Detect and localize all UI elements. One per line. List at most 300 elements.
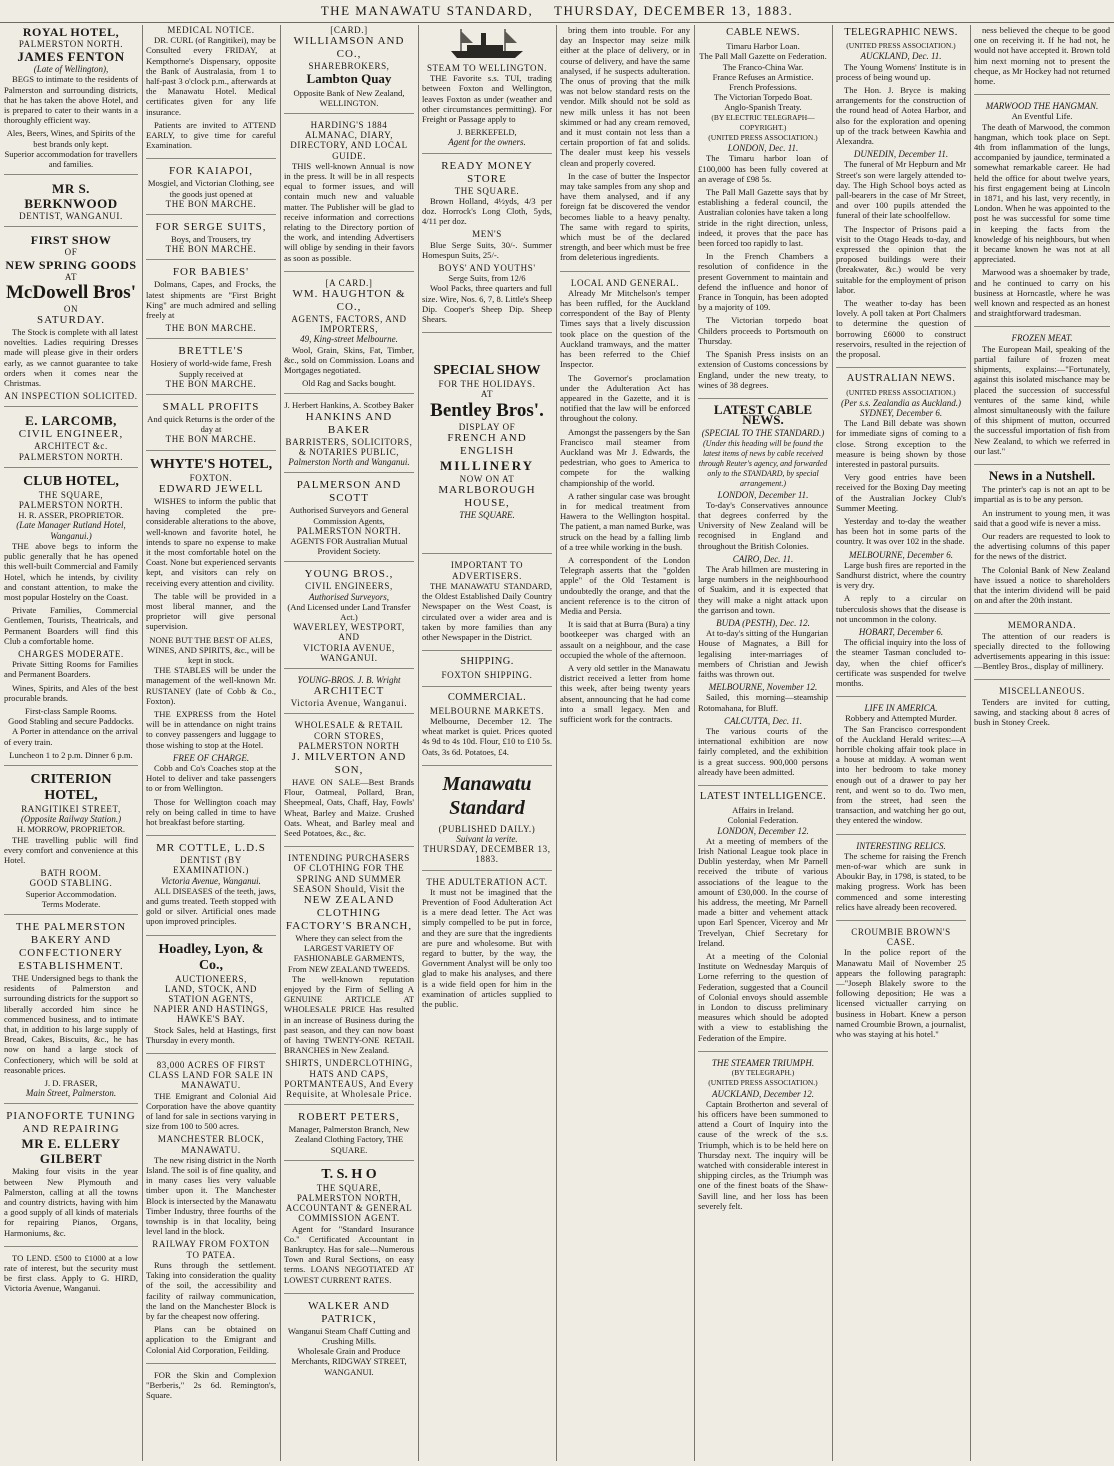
- section-steamer-triumph: [698, 1058, 828, 1219]
- section-credit: (UNITED PRESS ASSOCIATION.): [708, 1078, 818, 1088]
- ad-ready-money: [422, 160, 552, 334]
- ad-body: Private Sitting Rooms for Families and Permanent Boarders.: [4, 659, 138, 680]
- section-subtitle: MELBOURNE MARKETS.: [429, 705, 545, 716]
- column-2: [142, 25, 280, 1461]
- section-title: LIFE IN AMERICA.: [864, 703, 938, 714]
- ad-body: THIS well-known Annual is now in the press. It will be in all respects equal to former issues, and will contain much new and valuable matter. The Publisher will be glad to receive information and corrections relating to the Directory portion of the work, and intending Advertisers will oblige by sending in their favors as soon as possible.: [284, 160, 414, 263]
- ad-text: ON: [63, 303, 79, 314]
- section-title: MISCELLANEOUS.: [999, 686, 1085, 697]
- section-title: CROUMBIE BROWN'S CASE.: [851, 927, 951, 948]
- masthead-date: THURSDAY, DECEMBER 13, 1883.: [554, 3, 794, 18]
- section-body: The Colonial Bank of New Zealand have issued a notice to shareholders that the interim dividend will be paid on and after the 20th instant.: [974, 564, 1110, 606]
- section-credit: (BY TELEGRAPH.): [731, 1068, 795, 1078]
- section-body: The attention of our readers is specially directed to the following advertisements appearing in this issue:—Bentley Bros., display of millinery.: [974, 630, 1110, 672]
- section-title: AUSTRALIAN NEWS.: [846, 373, 956, 385]
- section-title: LATEST CABLE NEWS.: [713, 401, 813, 428]
- ad-subtitle: LAND, STOCK, AND STATION AGENTS,: [165, 983, 257, 1005]
- section-body: At a meeting of members of the Irish National League took place in Dublin yesterday, when Mr Parnell received the tribute of various associations of the league to the amount of £30,000. In the course of his address, the meeting, Mr Parnell made a bitter and vehement attack upon Earl Spencer, Viceroy and Mr Trevelyan, Chief Secretary for Ireland.: [698, 835, 828, 948]
- flag-date: THURSDAY, DECEMBER 13, 1883.: [423, 844, 551, 865]
- ad-text: Luncheon 1 to 2 p.m. Dinner 6 p.m.: [9, 749, 133, 760]
- ad-title: YOUNG-BROS. J. B. Wright: [297, 674, 401, 685]
- ad-text: (And Licensed under Land Transfer Act.): [287, 601, 411, 622]
- ad-subtitle: FOXTON.: [189, 472, 233, 483]
- masthead-title: THE MANAWATU STANDARD,: [320, 3, 534, 18]
- dateline: CAIRO, Dec. 11.: [732, 553, 794, 564]
- ad-body: Hosiery of world-wide fame, Fresh Supply received at: [150, 358, 272, 379]
- section-australian: [836, 374, 966, 697]
- ad-name: EDWARD JEWELL: [158, 482, 264, 495]
- section-title: SHIPPING.: [460, 656, 514, 668]
- ad-almanac: [284, 120, 414, 272]
- flag-subtitle: (PUBLISHED DAILY.): [438, 823, 536, 834]
- ad-text: First-class Sample Rooms.: [25, 705, 117, 716]
- column-3: [280, 25, 418, 1461]
- ad-subtitle: SHAREBROKERS,: [308, 61, 390, 72]
- section-body: The Spanish Press insists on an extension of Customs concessions by England, under the new treaty, to wines of 38 degrees.: [698, 349, 828, 390]
- flag-motto: Suivant la verite.: [456, 833, 518, 844]
- section-subtitle: Affairs in Ireland.: [732, 805, 794, 816]
- ad-text: Serge Suits, from 12/6: [448, 273, 526, 284]
- ad-note: Agent for the owners.: [448, 137, 526, 148]
- dateline: BUDA (PESTH), Dec. 12.: [716, 617, 810, 628]
- ad-body: The table will be provided in a most liberal manner, and the proprietor will give personal supervision.: [146, 590, 276, 632]
- section-title: COMMERCIAL.: [447, 691, 527, 703]
- ad-body: Cobb and Co's Coaches stop at the Hotel to deliver and take passengers to or from Wellington.: [146, 762, 276, 794]
- section-body: The scheme for raising the French men-of-war which are sunk in Aboukir Bay, in 1798, is stated, to be making progress. Work has been commenced and some interesting relics have already been recovered.: [836, 850, 966, 912]
- section-body: The funeral of Mr Hepburn and Mr Street's son were largely attended to-day. The High School boys acted as pall-bearers in the case of Mr Street, and over 100 pupils attended the funeral of their late schoolfellow.: [836, 159, 966, 221]
- ad-subtitle: NAPIER AND HASTINGS,: [153, 1004, 269, 1015]
- ad-subtitle: BARRISTERS, SOLICITORS, & NOTARIES PUBLIC,: [285, 436, 413, 457]
- ad-body: THE Emigrant and Colonial Aid Corporation have the above quantity of land for sale in sections varying in size from 100 to 500 acres.: [146, 1090, 276, 1132]
- ad-title: T. S. H O: [321, 1166, 377, 1182]
- section-body: An instrument to young men, it was said that a good wife is never a miss.: [974, 507, 1110, 528]
- section-subtitle: An Eventful Life.: [1011, 111, 1073, 122]
- ad-text: CHARGES MODERATE.: [18, 648, 124, 659]
- section-subtitle: (SPECIAL TO THE STANDARD.): [701, 428, 825, 439]
- ad-subtitle: FOR THE HOLIDAYS.: [438, 379, 536, 390]
- ad-body: Dolmans, Capes, and Frocks, the latest shipments are "First Bright King" are much admired and selling freely at: [146, 279, 276, 321]
- section-credit: (UNITED PRESS ASSOCIATION.): [708, 133, 818, 143]
- article-croumbie-cont: [974, 25, 1110, 95]
- ad-haughton: [284, 278, 414, 395]
- section-body: The various courts of the international exhibition are now fairly completed, and the exhibition is a great success. 900,000 persons already have been admitted.: [698, 726, 828, 777]
- ad-body: Making four visits in the year between New Plymouth and Palmerston, calling at all the towns and country districts, having with him a good supply of all kinds of materials for repairing Pianos, Organs, Harmoniums, &c.: [4, 1166, 138, 1238]
- section-note: (Under this heading will be found the latest items of news by cable received through Reuter's agency, and forwarded only to the STANDARD, by special arrangement.): [698, 438, 828, 489]
- ad-subtitle: ARCHITECT &c.: [34, 441, 108, 452]
- ad-note: (Late of Wellington),: [33, 64, 109, 75]
- ad-title: FOR SERGE SUITS,: [155, 221, 267, 234]
- ad-text: Superior Accommodation.: [25, 888, 117, 899]
- section-nutshell: [974, 467, 1110, 614]
- ad-text: DISPLAY OF: [458, 421, 516, 432]
- section-subtitle: Robbery and Attempted Murder.: [845, 713, 957, 724]
- ad-young-bros: [284, 568, 414, 669]
- ad-wright: [284, 675, 414, 714]
- ad-title: MR COTTLE, L.D.S: [156, 842, 266, 855]
- ad-text: GOOD STABLING.: [29, 878, 113, 889]
- ad-text: AT: [480, 389, 494, 400]
- section-body: It is said that at Burra (Bura) a tiny bootkeeper was charged with an assault on a neighbour, and the case occupied the whole of the afternoon.: [560, 619, 690, 660]
- ad-text: Terms Moderate.: [41, 898, 101, 909]
- cable-heading: France Refuses an Armistice.: [712, 71, 814, 82]
- ad-name: JAMES FENTON: [17, 49, 125, 65]
- ad-subtitle: CIVIL ENGINEER,: [18, 428, 124, 441]
- ad-body: WISHES to inform the public that having completed the pre-considerable alterations to the above, well-known and favorite hotel, he intends to spare no expense to make it the most comfortable hotel on the Coast. None but experienced servants kept, and visitors can rely on receiving every attention and civility.: [146, 495, 276, 588]
- section-body: A very old settler in the Manawatu district received a letter from home this week, after being twenty years absent, announcing that he had come into a small legacy. Men and sufficient work for the contracts.: [560, 662, 690, 724]
- ad-hankins: [284, 400, 414, 473]
- ad-title: WALKER AND PATRICK,: [308, 1299, 390, 1325]
- ad-text: BATH ROOM.: [40, 868, 102, 879]
- ad-subtitle: HAWKE'S BAY.: [176, 1014, 246, 1025]
- ad-title: NEW SPRING GOODS: [5, 257, 137, 272]
- ad-signature: J. BERKEFELD,: [457, 127, 517, 138]
- section-local-general: [560, 278, 690, 733]
- section-credit: (Per s.s. Zealandia as Auckland.): [840, 397, 962, 408]
- ad-tsho: [284, 1167, 414, 1294]
- section-body: In the French Chambers a resolution of confidence in the present Government to maintain and defend the influence and honor of France in Tonquin, has been adopted by a majority of 109.: [698, 251, 828, 313]
- ad-note: (Late Manager Rutland Hotel, Wanganui.): [16, 520, 126, 541]
- ad-title: STEAM TO WELLINGTON.: [426, 63, 548, 73]
- ad-palmerson-scott: [284, 479, 414, 562]
- section-body: Very good entries have been received for the Boxing Day meeting of the Australian Jockey Club's Summer Meeting.: [836, 472, 966, 513]
- ad-subtitle: MARLBOROUGH HOUSE,: [438, 484, 536, 510]
- ad-mcdowell-show: [4, 233, 138, 407]
- ad-text: [CARD.]: [330, 25, 368, 35]
- dateline: AUCKLAND, Dec. 11.: [860, 51, 942, 62]
- section-body: In the police report of the Manawatu Mail of November 25 appears the following paragraph:—"Joseph Blakely swore to the following deposition; He was a licensed victualler carrying on business in Hobart. Knew a person named Croumbie Brown, a journalist, who was staying at his hotel.": [836, 947, 966, 1040]
- ad-title: HARDING'S 1884 ALMANAC, DIARY, DIRECTORY, AND LOCAL GUIDE.: [290, 120, 408, 161]
- ad-body: NONE BUT THE BEST OF ALES, WINES, AND SPIRITS, &c., will be kept in stock.: [147, 634, 275, 665]
- section-body: At to-day's sitting of the Hungarian House of Magnates, a Bill for legalising inter-marriages of members of Christian and Jewish faiths was thrown out.: [698, 628, 828, 679]
- section-title: MEMORANDA.: [1007, 620, 1077, 631]
- section-relics: [836, 841, 966, 921]
- ad-note: Palmerston North and Wanganui.: [288, 457, 410, 468]
- section-croumbie: [836, 927, 966, 1047]
- column-8: [970, 25, 1114, 1461]
- section-body: Captain Brotherton and several of his officers have been summoned to attend a Court of Inquiry into the cause of the wreck of the s.s. Triumph, which is to be held here on Thursday next. The inquiry will be watched with considerable interest in shipping circles, as the Triumph was one of the finest boats of the Shaw-Savill line, and her loss has been severely felt.: [698, 1098, 828, 1211]
- ad-subtitle: VICTORIA AVENUE, WANGANUI.: [303, 642, 395, 663]
- section-frozen-meat: [974, 333, 1110, 464]
- ad-club-hotel: [4, 474, 138, 766]
- ad-title: MEDICAL NOTICE.: [167, 25, 255, 35]
- ad-subtitle: DENTIST (BY EXAMINATION.): [172, 855, 250, 876]
- section-body: The Pall Mall Gazette says that by establishing a federal council, the Australian colonies have taken a long stride in the right direction, unless, indeed, it proves that the pace has been forced too rapidly to last.: [698, 187, 828, 249]
- ad-subtitle: AUCTIONEERS,: [175, 973, 247, 984]
- section-body: A rather singular case was brought in for medical treatment from Hawera to the Wellington hospital. The patient, a man named Burke, was struck on the head by a falling limb of a tree while working in the bush.: [560, 490, 690, 552]
- ad-bakery: [4, 921, 138, 1104]
- ad-title: SPECIAL SHOW: [433, 363, 541, 379]
- section-body: The Timaru harbor loan of £100,000 has been fully covered at an average of £98 5s.: [698, 153, 828, 184]
- ad-text: H. R. ASSER, PROPRIETOR.: [18, 510, 124, 521]
- section-telegraphic: [836, 28, 966, 368]
- ad-name: ROBERT PETERS,: [298, 1111, 400, 1124]
- section-title: News in a Nutshell.: [988, 467, 1096, 483]
- dateline: LONDON, December 12.: [717, 825, 809, 836]
- ad-subtitle: ACCOUNTANT & GENERAL COMMISSION AGENT.: [285, 1203, 413, 1224]
- ad-milverton: [284, 720, 414, 847]
- ad-body: Patients are invited to ATTEND EARLY, to give time for careful Examination.: [146, 119, 276, 151]
- article-body: ness believed the cheque to be good one on receiving it. If he had not, he would not have accepted it. Brown told him next morning not to present the cheque, as Mr Hockey had not returned home.: [974, 25, 1110, 87]
- ad-title: PIANOFORTE TUNING AND REPAIRING: [6, 1110, 136, 1136]
- ad-text: THE BON MARCHE.: [165, 198, 257, 209]
- ad-subtitle: MEN'S: [472, 229, 502, 240]
- section-title: CABLE NEWS.: [726, 27, 800, 38]
- ad-subtitle: ARCHITECT: [313, 685, 385, 698]
- ad-body: TO LEND. £500 to £1000 at a low rate of interest, but the security must be first class. Apply to G. HIRD, Victoria Avenue, Wanganui.: [4, 1252, 138, 1294]
- ad-title: BRETTLE'S: [178, 345, 244, 358]
- ad-subtitle: PALMERSTON NORTH.: [296, 525, 402, 536]
- ad-body: Wool Packs, three quarters and full size. Wire, Nos. 6, 7, 8. Little's Sheep Dip. Cooper's Sheep Dip. Sheep Shears.: [422, 283, 552, 325]
- ad-subtitle: THE SQUARE.: [454, 185, 520, 196]
- ad-body: Boys, and Trousers, try: [171, 234, 251, 245]
- ad-land-sale: [146, 1060, 276, 1364]
- ad-text: J. Herbert Hankins, A. Scotbey Baker: [284, 400, 414, 411]
- ad-body: Those for Wellington coach may rely on being called in time to have hot breakfast before starting.: [146, 796, 276, 827]
- ad-note: THE SQUARE.: [459, 510, 515, 521]
- ad-kaiapoi: [146, 165, 276, 215]
- section-latest-intelligence: [698, 792, 828, 1052]
- ad-text: NOW ON AT: [459, 474, 515, 485]
- ad-skin: [146, 1370, 276, 1409]
- ad-body: Wool, Grain, Skins, Fat, Timber, &c., sold on Commission. Loans and Mortgages negotiated.: [284, 344, 414, 376]
- ad-name: MR S. BERKNWOOD: [24, 181, 118, 212]
- ad-text: Good Stabling and secure Paddocks.: [8, 716, 134, 727]
- section-body: The Governor's proclamation under the Adulteration Act has appeared in the Gazette, and it is notified that the law will be enforced throughout the colony.: [560, 372, 690, 424]
- ad-body: Where they can select from the LARGEST VARIETY OF FASHIONABLE GARMENTS, From NEW ZEALAND TWEEDS.: [288, 932, 410, 974]
- section-credit: (BY ELECTRIC TELEGRAPH—COPYRIGHT.): [711, 112, 815, 132]
- ad-note: Main Street, Palmerston.: [25, 1088, 117, 1099]
- section-body: At a meeting of the Colonial Institute on Wednesday Marquis of Lorne referring to the question of Federation, suggested that a Council of Colonial envoys should assemble in London to discuss preliminary measures which should be adopted with a view to establishing the Federation of the Empire.: [698, 951, 828, 1043]
- article-adulteration: [422, 877, 552, 1018]
- article-body: It must not be imagined that the Prevention of Food Adulteration Act is a mere dead letter. The Act was simply compelled to be put in force, and they are sure that the ingredients are pure and wholesome. But with regard to butter, by the way, the Government Analyst will be only too glad to make his analyses, and there is a wide field open for him in the examination of articles supplied to the public.: [422, 886, 552, 1009]
- ad-body: Wines, Spirits, and Ales of the best procurable brands.: [4, 682, 138, 703]
- ad-cottle: [146, 842, 276, 935]
- section-credit: (UNITED PRESS ASSOCIATION.): [846, 41, 956, 51]
- ad-title: WILLIAMSON AND CO.,: [293, 35, 405, 61]
- ad-note: (Opposite Railway Station.): [20, 814, 122, 825]
- ad-title: YOUNG BROS.,: [304, 568, 394, 581]
- ad-body: The new rising district in the North Island. The soil is of fine quality, and in many cases lies very valuable timber upon it. The Manchester Block is intersected by the Manawatu Timber Industry, three fourths of the township is in that locality, being level land in the block.: [146, 1154, 276, 1237]
- section-body: Our readers are requested to look to the advertising columns of this paper for the news of the district.: [974, 530, 1110, 562]
- section-body: The death of Marwood, the common hangman, which took place on Sept. 4th from inflammation of the lungs, accompanied by jaundice, terminated a somewhat remarkable career. He had held the office for about twelve years, his first engagement being at Lincoln in 1871, and his last, very recently, in London. When he was appointed to the post he was successful for some time in keeping the facts from the knowledge of his neighbours, but when it became known he was not at all appreciated.: [974, 121, 1110, 265]
- ad-text: AGENTS FOR Australian Mutual Provident Society.: [290, 535, 408, 557]
- ad-body: And quick Returns is the order of the day at: [147, 414, 275, 435]
- ad-title: ROYAL HOTEL,: [22, 25, 120, 39]
- ad-text: H. MORROW, PROPRIETOR.: [16, 824, 126, 835]
- ad-hoadley: [146, 942, 276, 1054]
- ad-title: FIRST SHOW: [30, 233, 112, 248]
- ad-title: HANKINS AND BAKER: [305, 410, 393, 436]
- section-body: The Young Womens' Institute is in process of being wound up.: [836, 61, 966, 82]
- ad-body: THE travelling public will find every comfort and convenience at this Hotel.: [4, 834, 138, 865]
- ad-note: FREE OF CHARGE.: [172, 752, 250, 763]
- section-body: The Inspector of Prisons paid a visit to the Otago Heads to-day, and expressed the opinion that the proposed buildings were their (breakwater, &c.) would be very suitable for the employment of prison labor.: [836, 223, 966, 295]
- ad-larcomb: [4, 413, 138, 467]
- ad-name: Lambton Quay: [306, 71, 392, 87]
- flag: [422, 772, 552, 871]
- ad-body: Private Families, Commercial Gentlemen, Tourists, Theatricals, and Permanent Boarders will find this Club a comfortable home.: [4, 605, 138, 646]
- ad-body: THE above begs to inform the public generally that he has opened this well-built Commercial and Family Hotel, which he intends, by civility and constant attention, to make the most popular Hostelry on the Coast.: [4, 540, 138, 602]
- ad-steam: [422, 27, 552, 154]
- ad-criterion-hotel: [4, 772, 138, 915]
- section-body: The Hon. J. Bryce is making arrangements for the construction of the round head of Aotea Harbor, and also for the exploration and opening up of the track between Kawhia and Alexandra.: [836, 85, 966, 147]
- ad-brettle: [146, 345, 276, 395]
- ad-title: INTENDING PURCHASERS OF CLOTHING FOR THE SPRING AND SUMMER SEASON Should, Visit the: [288, 853, 410, 894]
- ad-subtitle: CIVIL ENGINEERS,: [305, 581, 393, 592]
- section-body: The San Francisco correspondent of the Auckland Herald writes:—A horrible choking affair took place in a house at midday. A woman went into her bedroom to take money enough out of a drawer to pay her rent, and went so to do. Two men, from the street, had seen the transaction, and watching her go out, they entered the window.: [836, 723, 966, 826]
- section-credit: (UNITED PRESS ASSOCIATION.): [846, 387, 956, 397]
- section-body: A correspondent of the London Telegraph asserts that the "golden apple" of the Old Testament is undoubtedly the orange, and that the ancient reference is to the citron of Media and Persia.: [560, 554, 690, 616]
- dateline: DUNEDIN, December 11.: [853, 149, 949, 160]
- ad-subtitle: THE SQUARE,: [38, 489, 104, 500]
- ad-title: FOR KAIAPOI,: [168, 165, 254, 178]
- ad-body: Mosgiel, and Victorian Clothing, see the goods just opened at: [147, 178, 275, 199]
- ad-text: Opposite Bank of New Zealand, WELLINGTON.: [293, 87, 405, 108]
- cable-heading: Timaru Harbor Loan.: [726, 41, 800, 52]
- ad-note: Victoria Avenue, Wanganui.: [161, 875, 261, 886]
- ad-body: Plans can be obtained on application to the Emigrant and Colonial Aid Corporation, Feilding.: [146, 1324, 276, 1355]
- ad-body: BEGS to intimate to the residents of Palmerston and surrounding districts, that he has taken the above Hotel, and is prepared to cater to their wants in a thoroughly efficient way.: [4, 74, 138, 126]
- section-body: To-day's Conservatives announce that degrees conferred by the University of New Zealand will be recognised in England and throughout the British Colonies.: [698, 499, 828, 551]
- ad-title: FOR BABIES': [172, 266, 250, 279]
- column-6: [694, 25, 832, 1461]
- ad-text: THE BON MARCHE.: [165, 323, 257, 334]
- ad-body: Brown Holland, 4½yds, 4/3 per doz. Horrock's Long Cloth, 5yds, 4/11 per doz.: [422, 195, 552, 227]
- article-title: THE ADULTERATION ACT.: [426, 876, 548, 887]
- ad-body: THE STABLES will be under the management of the well-known Mr. RUSTANEY (late of Cobb & Co., Foxton).: [146, 665, 276, 706]
- cable-heading: The Victorian Torpedo Boat.: [713, 92, 813, 103]
- ad-body: The well-known reputation enjoyed by the Firm of Selling A GENUINE ARTICLE AT WHOLESALE PRICE Has resulted in an increase of Business during the past season, and they can now boast of having TWENTY-ONE RETAIL BRANCHES in New Zealand.: [284, 973, 414, 1056]
- ad-body: THE Undersigned begs to thank the residents of Palmerston and surrounding districts for the support so liberally accorded him since he commenced business, and to intimate that, in addition to his large supply of Bread, Cakes, Biscuits, &c., he has now on hand a large stock of Confectionery, which will be sold at reasonable prices.: [4, 972, 138, 1075]
- article-body: In the case of butter the Inspector may take samples from any shop and have them analysed, and if any foreign fat be discovered the vendor becomes liable to a heavy penalty. The same with regard to spirits, which must be of the declared strength, and beer which must be free from deleterious ingredients.: [560, 170, 690, 263]
- section-body: Marwood was a shoemaker by trade, and he continued to carry on his business at Horncastle, where he was well known and respected as an honest and straightforward tradesman.: [974, 267, 1110, 319]
- ad-text: AT: [64, 271, 78, 282]
- column-5: [556, 25, 694, 1461]
- ad-title: PALMERSON AND SCOTT: [296, 479, 402, 505]
- ad-body: THE MANAWATU STANDARD, the Oldest Established Daily Country Newspaper on the West Coast, is circulated over a wider area and is taken by more families than any other Newspaper in the District.: [422, 580, 552, 642]
- ad-note: Authorised Surveyors,: [309, 591, 389, 602]
- section-body: The official inquiry into the loss of the steamer Tasman concluded to-day, when the chief officer's certificate was suspended for twelve months.: [836, 637, 966, 688]
- ad-text: [A CARD.]: [325, 277, 373, 288]
- masthead: [0, 0, 1114, 23]
- ad-text: AN INSPECTION SOLICITED.: [4, 391, 138, 402]
- ad-clothing-factory: [284, 853, 414, 1105]
- ad-body: The Stock is complete with all latest novelties. Ladies requiring Dresses made will please give in their orders early, as we cannot guarantee to take orders when it comes near the Christmas.: [4, 327, 138, 389]
- section-body: The European Mail, speaking of the partial failure of frozen meat shipments, explains:—"Fortunately, against this isolated mischance may be placed the succession of successful ventures of the same kind, while almost simultaneously with the failure of this shipment of mutton, occurred the successful importation of fish from New Zealand, to which we referred in our last.": [974, 343, 1110, 456]
- section-body: A reply to a circular on tuberculosis shows that the disease is not uncommon in the colony.: [836, 593, 966, 624]
- ad-subtitle: Victoria Avenue, Wanganui.: [290, 698, 408, 709]
- section-title: THE STEAMER TRIUMPH.: [711, 1057, 815, 1068]
- section-title: LATEST INTELLIGENCE.: [699, 791, 827, 803]
- section-shipping: [422, 657, 552, 686]
- ad-text: Manager, Palmerston Branch, New Zealand Clothing Factory, THE SQUARE.: [288, 1124, 410, 1155]
- ad-title: 83,000 ACRES OF FIRST CLASS LAND FOR SALE IN MANAWATU.: [148, 1060, 274, 1091]
- section-title: FROZEN MEAT.: [1011, 333, 1073, 344]
- section-latest-cable: [698, 401, 828, 786]
- section-subtitle: Colonial Federation.: [727, 815, 799, 826]
- ad-firm: McDowell Bros': [6, 281, 136, 303]
- ad-body: Stock Sales, held at Hastings, first Thursday in every month.: [146, 1024, 276, 1045]
- cable-heading: French Professions.: [729, 82, 797, 93]
- cable-heading: Anglo-Spanish Treaty.: [724, 102, 802, 113]
- ad-subtitle: DENTIST, WANGANUI.: [19, 211, 123, 222]
- ad-name: MR E. ELLERY GILBERT: [21, 1136, 121, 1167]
- section-body: Melbourne, December 12. The wheat market is quiet. Prices quoted 4s 9d to 4s 10d. Flour, £10 to £10 5s. Oats, 3s 6d. Potatoes, £4.: [422, 715, 552, 757]
- ad-royal-hotel: [4, 25, 138, 175]
- ad-name: J. MILVERTON AND SON,: [291, 750, 407, 776]
- section-body: Yesterday and to-day the weather has been hot in some parts of the country. It was over 102 in the shade.: [836, 515, 966, 547]
- ad-firm: Bentley Bros'.: [430, 399, 544, 421]
- section-body: Already Mr Mitchelson's temper has been ruffled, for the Auckland correspondent of the Bay of Plenty Times says that a lively discussion took place on the question of the Auckland tramways, and the matter has been referred to the Chief Inspector.: [560, 287, 690, 370]
- ad-body: A Porter in attendance on the arrival of every train.: [4, 726, 138, 747]
- section-memoranda: [974, 620, 1110, 680]
- section-life-america: [836, 703, 966, 834]
- ad-title: READY MONEY STORE: [441, 159, 533, 185]
- ad-whyte-hotel: [146, 457, 276, 837]
- ad-title: WM. HAUGHTON & CO.,: [292, 288, 406, 314]
- column-4: [418, 25, 556, 1461]
- newspaper-flag: Manawatu Standard: [442, 772, 532, 819]
- section-subtitle: FOXTON SHIPPING.: [441, 670, 533, 681]
- ad-signature: J. D. FRASER,: [44, 1078, 98, 1089]
- ad-name: E. LARCOMB,: [25, 413, 117, 429]
- section-body: Amongst the passengers by the San Francisco mail steamer from Auckland was Mr J. Edwards, the pedestrian, who goes to America to compete for the walking championship of the world.: [560, 426, 690, 488]
- ad-subtitle: WAVERLEY, WESTPORT, AND: [293, 622, 405, 643]
- section-miscellaneous: [974, 686, 1110, 735]
- ad-small-profits: [146, 401, 276, 451]
- ad-text: THE BON MARCHE.: [165, 434, 257, 445]
- ad-title: Hoadley, Lyon, & Co.,: [158, 941, 264, 973]
- ad-title: WHOLESALE & RETAIL CORN STORES, PALMERSTON NORTH: [294, 720, 404, 751]
- ad-text: THE BON MARCHE.: [165, 244, 257, 255]
- dateline: LONDON, December 11.: [717, 489, 809, 500]
- ad-title: IMPORTANT TO ADVERTISERS.: [450, 560, 524, 581]
- ad-williamson: [284, 25, 414, 114]
- ad-subtitle: RANGITIKEI STREET,: [21, 803, 121, 814]
- steamship-icon: [447, 27, 527, 61]
- section-body: The printer's cap is not an apt to be impartial as is to be any person.: [974, 484, 1110, 505]
- ad-subtitle: THE SQUARE, PALMERSTON NORTH,: [296, 1182, 402, 1204]
- ad-subtitle: MANCHESTER BLOCK, MANAWATU.: [157, 1134, 265, 1155]
- section-body: The Victorian torpedo boat Childers proceeds to Portsmouth on Thursday.: [698, 315, 828, 346]
- ad-text: Wanganui Steam Chaff Cutting and Crushing Mills.: [287, 1325, 411, 1347]
- dateline: LONDON, Dec. 11.: [727, 143, 799, 154]
- ad-serge: [146, 221, 276, 260]
- section-body: The Land Bill debate was shown for immediate signs of coming to a close. Strong exception to the measure is being shown by those interested in pastoral pursuits.: [836, 418, 966, 469]
- section-body: The weather to-day has been lovely. A poll taken at Port Chalmers to determine the question of borrowing £6000 to construct reservoirs, resulted in the rejection of the proposal.: [836, 298, 966, 360]
- dateline: MELBOURNE, November 12.: [708, 682, 818, 693]
- column-1: [0, 25, 142, 1461]
- ad-name: NEW ZEALAND CLOTHING FACTORY'S BRANCH,: [285, 893, 413, 932]
- section-title: TELEGRAPHIC NEWS.: [844, 27, 958, 38]
- section-body: Large bush fires are reported in the Sandhurst district, where the country is very dry.: [836, 559, 966, 591]
- ad-body: THE EXPRESS from the Hotel will be in attendance on night trains to convey passengers and luggage to those wishing to stop at the Hotel.: [146, 708, 276, 750]
- ad-body: Blue Serge Suits, 30/-. Summer Homespun Suits, 25/-.: [422, 239, 552, 260]
- ad-body: HAVE ON SALE—Best Brands Flour, Oatmeal, Pollard, Bran, Sheepmeal, Oats, Chaff, Hay, Fowls' Wheat, Barley and Maize. Crushed Oats. Wheat, and Barley meal and Seed Potatoes, &c., &c.: [284, 776, 414, 838]
- dateline: MELBOURNE, December 6.: [849, 549, 953, 560]
- ad-title: MILLINERY: [439, 457, 535, 473]
- section-body: Tenders are invited for cutting, sawing, and stacking about 8 acres of bush in Stoney Creek.: [974, 696, 1110, 727]
- ad-text: Old Rag and Sacks bought.: [302, 378, 396, 389]
- dateline: HOBART, December 6.: [858, 626, 944, 637]
- section-title: INTERESTING RELICS.: [856, 840, 946, 851]
- ad-subtitle: FRENCH AND ENGLISH: [447, 431, 527, 457]
- ad-title: WHYTE'S HOTEL,: [149, 456, 273, 472]
- section-commercial: [422, 693, 552, 766]
- ad-body: Agent for "Standard Insurance Co." Certificated Accountant in Bankruptcy. Has for sale—Numerous Town and Rural Sections, on easy terms. LOANS NEGOTIATED AT LOWEST CURRENT RATES.: [284, 1223, 414, 1285]
- ad-special-show: [422, 363, 552, 554]
- ad-lend: [4, 1253, 138, 1302]
